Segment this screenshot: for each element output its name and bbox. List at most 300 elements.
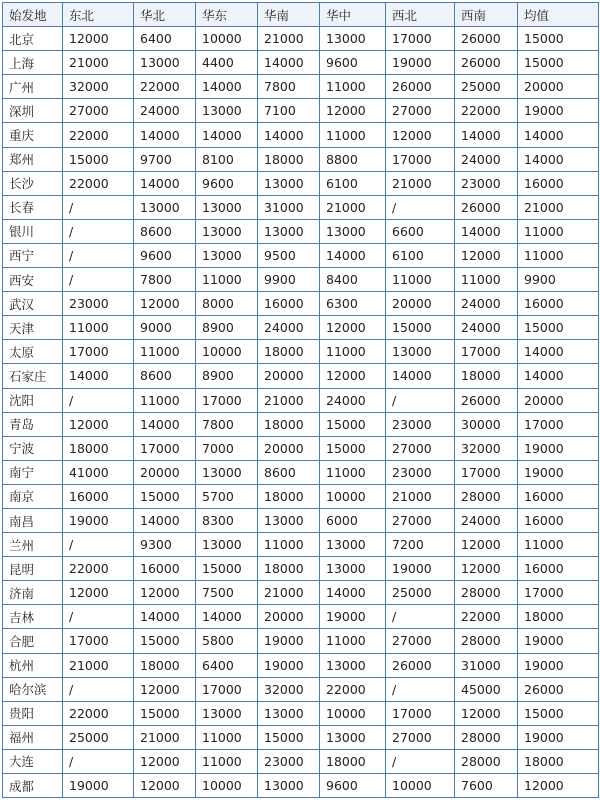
cell-southwest: 12000 (455, 243, 518, 267)
header-northeast: 东北 (63, 3, 134, 27)
cell-south: 31000 (258, 195, 320, 219)
cell-northeast: 17000 (63, 629, 134, 653)
cell-east: 11000 (196, 749, 258, 773)
table-row (3, 557, 599, 581)
cell-northwest: / (386, 749, 455, 773)
table-row (3, 51, 599, 75)
cell-central: 15000 (320, 436, 386, 460)
cell-central: 13000 (320, 557, 386, 581)
cell-average: 16000 (518, 292, 599, 316)
cell-average: 19000 (518, 725, 599, 749)
table-row (3, 629, 599, 653)
cell-east: 8000 (196, 292, 258, 316)
cell-northwest: / (386, 195, 455, 219)
cell-central: 11000 (320, 629, 386, 653)
cell-north: 14000 (134, 171, 196, 195)
cell-south: 20000 (258, 364, 320, 388)
cell-east: 14000 (196, 123, 258, 147)
cell-northeast: 12000 (63, 27, 134, 51)
table-row (3, 436, 599, 460)
cell-southwest: 26000 (455, 51, 518, 75)
cell-average: 16000 (518, 171, 599, 195)
cell-northeast: 23000 (63, 292, 134, 316)
cell-northeast: 18000 (63, 436, 134, 460)
cell-central: 13000 (320, 653, 386, 677)
cell-northeast: 22000 (63, 171, 134, 195)
cell-average: 11000 (518, 533, 599, 557)
cell-northeast: / (63, 677, 134, 701)
cell-east: 11000 (196, 725, 258, 749)
cell-east: 7800 (196, 412, 258, 436)
cell-southwest: 14000 (455, 219, 518, 243)
cell-southwest: 28000 (455, 629, 518, 653)
cell-average: 11000 (518, 219, 599, 243)
cell-southwest: 12000 (455, 701, 518, 725)
cell-south: 8600 (258, 460, 320, 484)
cell-east: 13000 (196, 533, 258, 557)
header-origin: 始发地 (3, 3, 63, 27)
cell-north: 15000 (134, 629, 196, 653)
cell-northwest: 13000 (386, 340, 455, 364)
cell-northwest: 14000 (386, 364, 455, 388)
table-row (3, 701, 599, 725)
cell-east: 10000 (196, 340, 258, 364)
cell-average: 15000 (518, 27, 599, 51)
cell-north: 12000 (134, 677, 196, 701)
cell-origin: 石家庄 (3, 364, 63, 388)
cell-southwest: 45000 (455, 677, 518, 701)
cell-north: 21000 (134, 725, 196, 749)
header-north: 华北 (134, 3, 196, 27)
table-row (3, 99, 599, 123)
cell-south: 18000 (258, 412, 320, 436)
cell-southwest: 22000 (455, 99, 518, 123)
cell-average: 19000 (518, 629, 599, 653)
cell-average: 21000 (518, 195, 599, 219)
cell-origin: 昆明 (3, 557, 63, 581)
cell-north: 8600 (134, 364, 196, 388)
cell-northeast: / (63, 268, 134, 292)
cell-northwest: 17000 (386, 701, 455, 725)
cell-north: 12000 (134, 749, 196, 773)
cell-northwest: 23000 (386, 412, 455, 436)
cell-average: 14000 (518, 364, 599, 388)
cell-north: 14000 (134, 123, 196, 147)
cell-north: 16000 (134, 557, 196, 581)
cell-northwest: 6600 (386, 219, 455, 243)
cell-origin: 哈尔滨 (3, 677, 63, 701)
cell-southwest: 28000 (455, 725, 518, 749)
cell-northwest: 20000 (386, 292, 455, 316)
cell-northwest: / (386, 677, 455, 701)
cell-north: 15000 (134, 701, 196, 725)
table-row (3, 581, 599, 605)
cell-origin: 郑州 (3, 147, 63, 171)
cell-east: 8900 (196, 364, 258, 388)
cell-origin: 北京 (3, 27, 63, 51)
cell-east: 5700 (196, 484, 258, 508)
cell-origin: 天津 (3, 316, 63, 340)
cell-central: 11000 (320, 460, 386, 484)
cell-origin: 重庆 (3, 123, 63, 147)
cell-southwest: 7600 (455, 774, 518, 798)
cell-northeast: 32000 (63, 75, 134, 99)
table-row (3, 147, 599, 171)
cell-northeast: 22000 (63, 123, 134, 147)
cell-average: 26000 (518, 677, 599, 701)
table-row (3, 268, 599, 292)
cell-origin: 吉林 (3, 605, 63, 629)
cell-south: 13000 (258, 701, 320, 725)
cell-northwest: 21000 (386, 171, 455, 195)
cell-origin: 银川 (3, 219, 63, 243)
cell-north: 24000 (134, 99, 196, 123)
cell-north: 22000 (134, 75, 196, 99)
cell-northwest: 15000 (386, 316, 455, 340)
table-row (3, 533, 599, 557)
cell-east: 13000 (196, 99, 258, 123)
table-row (3, 364, 599, 388)
cell-north: 9600 (134, 243, 196, 267)
cell-south: 18000 (258, 340, 320, 364)
cell-southwest: 12000 (455, 557, 518, 581)
cell-origin: 南宁 (3, 460, 63, 484)
cell-east: 11000 (196, 268, 258, 292)
cell-south: 14000 (258, 123, 320, 147)
cell-north: 13000 (134, 51, 196, 75)
cell-east: 9600 (196, 171, 258, 195)
cell-central: 12000 (320, 99, 386, 123)
cell-origin: 大连 (3, 749, 63, 773)
cell-central: 9600 (320, 774, 386, 798)
cell-origin: 西安 (3, 268, 63, 292)
data-table-container (2, 2, 598, 810)
table-row (3, 412, 599, 436)
cell-central: 9600 (320, 51, 386, 75)
cell-northeast: 19000 (63, 508, 134, 532)
cell-central: 10000 (320, 701, 386, 725)
cell-east: 8100 (196, 147, 258, 171)
cell-central: 6000 (320, 508, 386, 532)
cell-south: 20000 (258, 436, 320, 460)
cell-northwest: / (386, 388, 455, 412)
cell-northeast: / (63, 388, 134, 412)
cell-average: 11000 (518, 243, 599, 267)
cell-south: 19000 (258, 629, 320, 653)
cell-central: 13000 (320, 725, 386, 749)
cell-east: 13000 (196, 219, 258, 243)
cell-northwest: 17000 (386, 27, 455, 51)
cell-south: 15000 (258, 725, 320, 749)
cell-north: 12000 (134, 581, 196, 605)
cell-average: 18000 (518, 605, 599, 629)
cell-east: 14000 (196, 605, 258, 629)
cell-northeast: 21000 (63, 51, 134, 75)
cell-southwest: 24000 (455, 147, 518, 171)
cell-north: 14000 (134, 508, 196, 532)
cell-northeast: 21000 (63, 653, 134, 677)
cell-northwest: 11000 (386, 268, 455, 292)
cell-southwest: 24000 (455, 508, 518, 532)
cell-south: 23000 (258, 749, 320, 773)
cell-northwest: 10000 (386, 774, 455, 798)
cell-northwest: 26000 (386, 653, 455, 677)
cell-origin: 南昌 (3, 508, 63, 532)
cell-average: 17000 (518, 581, 599, 605)
cell-north: 6400 (134, 27, 196, 51)
cell-northeast: / (63, 749, 134, 773)
cell-north: 9700 (134, 147, 196, 171)
cell-southwest: 28000 (455, 484, 518, 508)
table-body (3, 27, 599, 798)
cell-south: 7100 (258, 99, 320, 123)
cell-northeast: 16000 (63, 484, 134, 508)
cell-origin: 广州 (3, 75, 63, 99)
cell-east: 13000 (196, 243, 258, 267)
cell-origin: 宁波 (3, 436, 63, 460)
cell-average: 19000 (518, 436, 599, 460)
cell-northwest: / (386, 605, 455, 629)
cell-origin: 太原 (3, 340, 63, 364)
cell-north: 20000 (134, 460, 196, 484)
cell-origin: 青岛 (3, 412, 63, 436)
cell-east: 4400 (196, 51, 258, 75)
cell-east: 6400 (196, 653, 258, 677)
cell-average: 15000 (518, 316, 599, 340)
cell-southwest: 28000 (455, 749, 518, 773)
cell-northwest: 21000 (386, 484, 455, 508)
cell-southwest: 12000 (455, 533, 518, 557)
cell-east: 17000 (196, 677, 258, 701)
cell-central: 6100 (320, 171, 386, 195)
cell-east: 8300 (196, 508, 258, 532)
cell-average: 15000 (518, 51, 599, 75)
cell-northwest: 6100 (386, 243, 455, 267)
cell-east: 8900 (196, 316, 258, 340)
cell-northeast: 22000 (63, 557, 134, 581)
cell-southwest: 26000 (455, 27, 518, 51)
cell-northeast: / (63, 243, 134, 267)
cell-northwest: 19000 (386, 557, 455, 581)
cell-average: 20000 (518, 75, 599, 99)
cell-east: 7000 (196, 436, 258, 460)
cell-northwest: 27000 (386, 629, 455, 653)
table-row (3, 75, 599, 99)
table-row (3, 27, 599, 51)
cell-northeast: / (63, 195, 134, 219)
cell-northeast: 17000 (63, 340, 134, 364)
cell-south: 13000 (258, 774, 320, 798)
cell-average: 16000 (518, 484, 599, 508)
table-row (3, 725, 599, 749)
cell-east: 15000 (196, 557, 258, 581)
cell-south: 11000 (258, 533, 320, 557)
cell-central: 6300 (320, 292, 386, 316)
freight-price-table (2, 2, 599, 798)
cell-central: 14000 (320, 581, 386, 605)
cell-central: 8800 (320, 147, 386, 171)
header-southwest: 西南 (455, 3, 518, 27)
cell-east: 7500 (196, 581, 258, 605)
cell-north: 17000 (134, 436, 196, 460)
cell-south: 14000 (258, 51, 320, 75)
cell-northeast: 41000 (63, 460, 134, 484)
cell-northwest: 25000 (386, 581, 455, 605)
header-row (3, 3, 599, 27)
cell-central: 24000 (320, 388, 386, 412)
cell-origin: 贵阳 (3, 701, 63, 725)
cell-southwest: 22000 (455, 605, 518, 629)
cell-average: 9900 (518, 268, 599, 292)
cell-origin: 沈阳 (3, 388, 63, 412)
cell-southwest: 28000 (455, 581, 518, 605)
cell-southwest: 18000 (455, 364, 518, 388)
cell-northwest: 27000 (386, 725, 455, 749)
cell-north: 11000 (134, 340, 196, 364)
cell-average: 19000 (518, 99, 599, 123)
cell-origin: 成都 (3, 774, 63, 798)
cell-north: 9000 (134, 316, 196, 340)
cell-central: 12000 (320, 364, 386, 388)
cell-central: 11000 (320, 340, 386, 364)
cell-origin: 杭州 (3, 653, 63, 677)
cell-south: 21000 (258, 27, 320, 51)
table-row (3, 243, 599, 267)
cell-northeast: 11000 (63, 316, 134, 340)
cell-central: 14000 (320, 243, 386, 267)
cell-central: 10000 (320, 484, 386, 508)
cell-south: 24000 (258, 316, 320, 340)
cell-north: 12000 (134, 774, 196, 798)
cell-origin: 济南 (3, 581, 63, 605)
header-south: 华南 (258, 3, 320, 27)
cell-origin: 上海 (3, 51, 63, 75)
cell-northwest: 19000 (386, 51, 455, 75)
cell-average: 12000 (518, 774, 599, 798)
cell-north: 11000 (134, 388, 196, 412)
cell-central: 11000 (320, 123, 386, 147)
cell-southwest: 14000 (455, 123, 518, 147)
cell-south: 20000 (258, 605, 320, 629)
table-row (3, 749, 599, 773)
cell-north: 9300 (134, 533, 196, 557)
cell-south: 32000 (258, 677, 320, 701)
cell-central: 13000 (320, 533, 386, 557)
cell-northwest: 27000 (386, 436, 455, 460)
table-row (3, 508, 599, 532)
cell-northwest: 17000 (386, 147, 455, 171)
table-row (3, 677, 599, 701)
cell-northwest: 27000 (386, 508, 455, 532)
cell-north: 12000 (134, 292, 196, 316)
cell-average: 20000 (518, 388, 599, 412)
cell-northeast: 22000 (63, 701, 134, 725)
cell-central: 18000 (320, 749, 386, 773)
cell-north: 8600 (134, 219, 196, 243)
cell-origin: 武汉 (3, 292, 63, 316)
cell-southwest: 26000 (455, 388, 518, 412)
cell-south: 21000 (258, 581, 320, 605)
cell-east: 5800 (196, 629, 258, 653)
cell-south: 21000 (258, 388, 320, 412)
cell-northeast: 14000 (63, 364, 134, 388)
cell-origin: 福州 (3, 725, 63, 749)
cell-origin: 兰州 (3, 533, 63, 557)
cell-south: 13000 (258, 508, 320, 532)
table-row (3, 219, 599, 243)
table-row (3, 316, 599, 340)
cell-average: 16000 (518, 508, 599, 532)
cell-central: 15000 (320, 412, 386, 436)
cell-northwest: 23000 (386, 460, 455, 484)
cell-central: 22000 (320, 677, 386, 701)
cell-central: 13000 (320, 219, 386, 243)
table-row (3, 653, 599, 677)
cell-average: 19000 (518, 460, 599, 484)
cell-northwest: 27000 (386, 99, 455, 123)
cell-southwest: 17000 (455, 340, 518, 364)
cell-southwest: 26000 (455, 195, 518, 219)
table-row (3, 195, 599, 219)
cell-southwest: 30000 (455, 412, 518, 436)
table-row (3, 484, 599, 508)
cell-northeast: / (63, 533, 134, 557)
cell-southwest: 32000 (455, 436, 518, 460)
cell-average: 14000 (518, 340, 599, 364)
table-row (3, 292, 599, 316)
cell-central: 13000 (320, 27, 386, 51)
table-row (3, 774, 599, 798)
cell-east: 13000 (196, 701, 258, 725)
cell-southwest: 31000 (455, 653, 518, 677)
cell-northwest: 26000 (386, 75, 455, 99)
cell-south: 13000 (258, 171, 320, 195)
cell-average: 14000 (518, 147, 599, 171)
cell-south: 9900 (258, 268, 320, 292)
cell-east: 13000 (196, 460, 258, 484)
cell-origin: 深圳 (3, 99, 63, 123)
cell-central: 19000 (320, 605, 386, 629)
table-row (3, 605, 599, 629)
cell-south: 9500 (258, 243, 320, 267)
cell-northeast: 15000 (63, 147, 134, 171)
cell-average: 17000 (518, 412, 599, 436)
cell-origin: 长春 (3, 195, 63, 219)
cell-northeast: 25000 (63, 725, 134, 749)
cell-north: 14000 (134, 412, 196, 436)
cell-origin: 合肥 (3, 629, 63, 653)
table-row (3, 340, 599, 364)
cell-origin: 西宁 (3, 243, 63, 267)
cell-east: 14000 (196, 75, 258, 99)
cell-south: 16000 (258, 292, 320, 316)
cell-north: 14000 (134, 605, 196, 629)
header-average: 均值 (518, 3, 599, 27)
table-row (3, 460, 599, 484)
cell-northeast: 27000 (63, 99, 134, 123)
cell-northeast: 12000 (63, 581, 134, 605)
cell-north: 13000 (134, 195, 196, 219)
header-northwest: 西北 (386, 3, 455, 27)
cell-south: 13000 (258, 219, 320, 243)
cell-average: 14000 (518, 123, 599, 147)
cell-southwest: 25000 (455, 75, 518, 99)
cell-north: 7800 (134, 268, 196, 292)
cell-northeast: 12000 (63, 412, 134, 436)
cell-central: 8400 (320, 268, 386, 292)
cell-southwest: 23000 (455, 171, 518, 195)
cell-northeast: 19000 (63, 774, 134, 798)
